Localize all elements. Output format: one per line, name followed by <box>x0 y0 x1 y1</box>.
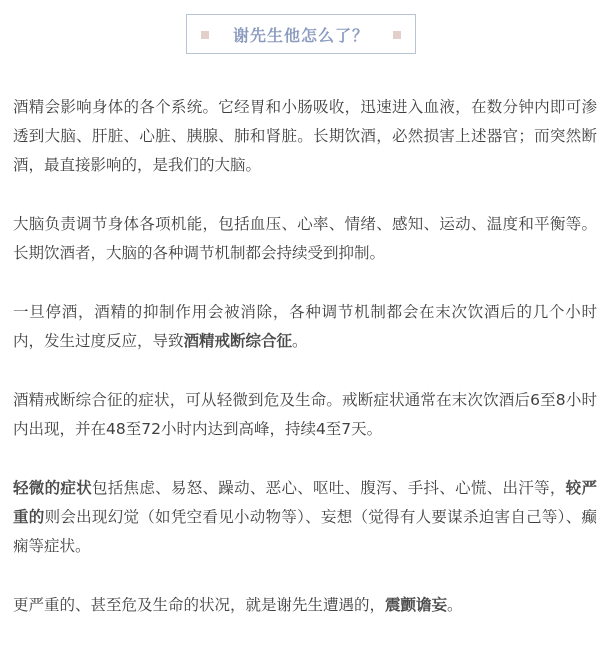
decorative-square-icon <box>201 31 209 39</box>
section-heading-box <box>186 14 416 54</box>
article-paragraph <box>13 93 597 180</box>
section-heading-title: 谢先生他怎么了？ <box>232 25 369 45</box>
paragraph-text: 酒精戒断综合征的症状，可从轻微到危及生命。戒断症状通常在末次饮酒后6至8小时内出现，并在48至72小时内达到高峰，持续4至7天。 <box>13 391 597 438</box>
emphasis-text: 轻微的症状 <box>13 479 92 497</box>
emphasis-text: 较严重的 <box>13 479 597 526</box>
emphasis-text: 酒精戒断综合征 <box>183 332 293 350</box>
paragraph-text: 则会出现幻觉（如凭空看见小动物等）、妄想（觉得有人要谋杀迫害自己等）、癫痫等症状。 <box>13 508 597 555</box>
paragraph-text: 大脑负责调节身体各项机能，包括血压、心率、情绪、感知、运动、温度和平衡等。长期饮酒者，大脑的各种调节机制都会持续受到抑制。 <box>13 215 597 262</box>
emphasis-text: 震颤谵妄 <box>385 596 448 614</box>
paragraph-text: 。 <box>292 332 308 350</box>
article-paragraph <box>13 386 597 444</box>
decorative-square-icon <box>393 31 401 39</box>
article-paragraph <box>13 591 597 620</box>
article-body <box>13 93 597 650</box>
article-paragraph <box>13 210 597 268</box>
paragraph-text: 包括焦虑、易怒、躁动、恶心、呕吐、腹泻、手抖、心慌、出汗等， <box>91 479 566 497</box>
paragraph-text: 酒精会影响身体的各个系统。它经胃和小肠吸收，迅速进入血液，在数分钟内即可渗透到大脑、肝脏、心脏、胰腺、肺和肾脏。长期饮酒，必然损害上述器官；而突然断酒，最直接影响的，是我们的大脑。 <box>13 98 597 174</box>
article-paragraph <box>13 298 597 356</box>
article-paragraph <box>13 474 597 561</box>
paragraph-text: 更严重的、甚至危及生命的状况，就是谢先生遭遇的， <box>13 596 386 614</box>
paragraph-text: 一旦停酒，酒精的抑制作用会被消除，各种调节机制都会在末次饮酒后的几个小时内，发生过度反应，导致 <box>13 303 597 350</box>
paragraph-text: 。 <box>447 596 463 614</box>
